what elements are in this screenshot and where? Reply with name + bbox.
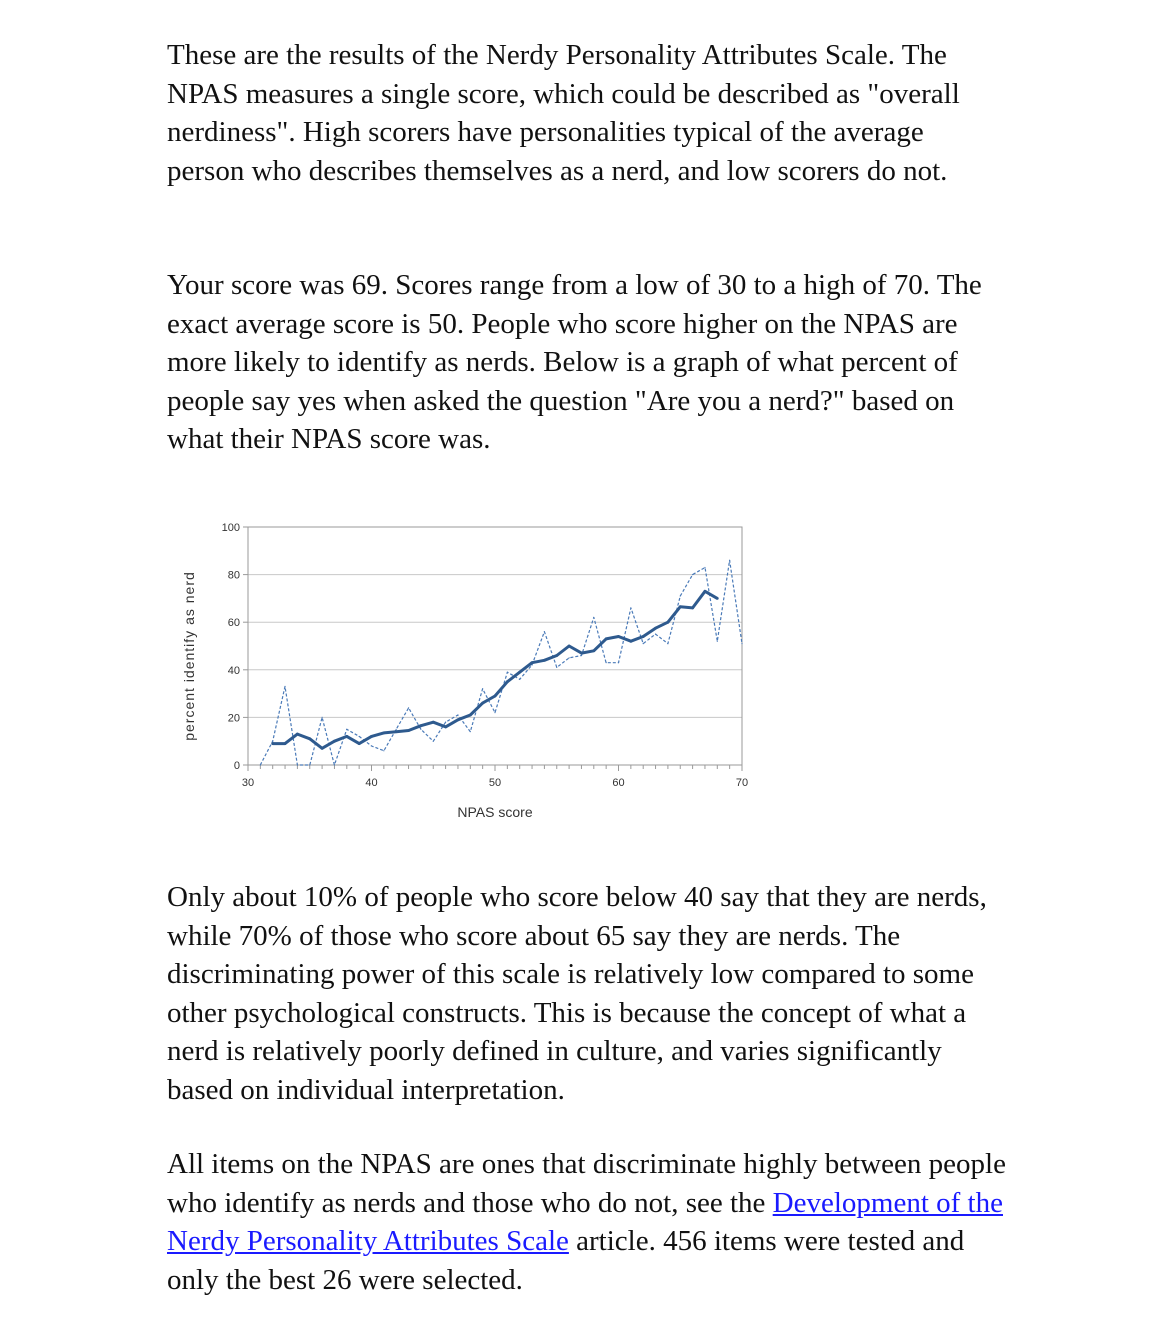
score-paragraph: Your score was 69. Scores range from a low of 30 to a high of 70. The exact average score is 50. People who score higher on the NPAS are more likely to identify as nerds. Below is a graph of what percent of people say yes when asked the question "Are you a nerd?" based on what their NPAS score was. bbox=[167, 269, 982, 455]
data-point-raw bbox=[618, 662, 619, 663]
data-point-smoothed bbox=[543, 659, 546, 662]
data-point-smoothed bbox=[667, 621, 670, 624]
data-point-smoothed bbox=[432, 721, 435, 724]
data-point-smoothed bbox=[444, 726, 447, 729]
data-point-raw bbox=[457, 714, 458, 715]
data-point-smoothed bbox=[494, 695, 497, 698]
data-point-smoothed bbox=[420, 724, 423, 727]
data-point-raw bbox=[322, 717, 323, 718]
data-point-raw bbox=[309, 764, 310, 765]
data-point-raw bbox=[680, 595, 681, 596]
y-tick-label: 40 bbox=[227, 664, 240, 677]
x-axis-label: NPAS score bbox=[457, 804, 533, 820]
data-point-smoothed bbox=[691, 607, 694, 610]
x-tick-label: 50 bbox=[488, 777, 502, 789]
data-point-smoothed bbox=[407, 729, 410, 732]
data-point-smoothed bbox=[716, 597, 719, 600]
data-point-raw bbox=[704, 567, 705, 568]
data-point-smoothed bbox=[555, 654, 558, 657]
data-point-raw bbox=[359, 736, 360, 737]
data-point-raw bbox=[569, 657, 570, 658]
data-point-smoothed bbox=[518, 671, 521, 674]
data-point-raw bbox=[507, 672, 508, 673]
data-point-raw bbox=[556, 667, 557, 668]
y-tick-label: 80 bbox=[227, 569, 240, 582]
data-point-raw bbox=[383, 750, 384, 751]
intro-paragraph: These are the results of the Nerdy Personality Attributes Scale. The NPAS measures a single score, which could be described as "overall nerdiness". High scorers have personalities typical of the average person who describes themselves as a nerd, and low scorers do not. bbox=[167, 39, 960, 187]
y-tick-label: 0 bbox=[233, 760, 240, 772]
chart-labels bbox=[181, 522, 748, 820]
data-point-raw bbox=[741, 643, 742, 644]
data-point-raw bbox=[396, 729, 397, 730]
data-point-raw bbox=[260, 764, 261, 765]
data-point-smoothed bbox=[358, 742, 361, 745]
data-point-smoothed bbox=[531, 661, 534, 664]
chart-svg bbox=[170, 510, 770, 830]
data-point-raw bbox=[729, 560, 730, 561]
data-point-raw bbox=[655, 634, 656, 635]
data-point-raw bbox=[408, 707, 409, 708]
data-point-smoothed bbox=[321, 747, 324, 750]
chart-series bbox=[260, 560, 743, 766]
data-point-raw bbox=[482, 688, 483, 689]
data-point-raw bbox=[445, 722, 446, 723]
x-tick-label: 40 bbox=[365, 777, 378, 789]
y-axis-label: percent identify as nerd bbox=[181, 571, 197, 741]
items-text-before-link: All items on the NPAS are ones that discriminate highly between people who identify as nerds and those who do not, see the bbox=[167, 1148, 1006, 1219]
data-point-raw bbox=[297, 764, 298, 765]
items-paragraph bbox=[167, 1145, 1007, 1299]
data-point-smoothed bbox=[345, 735, 348, 738]
data-point-raw bbox=[544, 631, 545, 632]
x-tick-label: 60 bbox=[612, 777, 625, 789]
data-point-smoothed bbox=[580, 652, 583, 655]
data-point-smoothed bbox=[308, 737, 311, 740]
data-point-smoothed bbox=[382, 731, 385, 734]
plot-frame bbox=[248, 527, 742, 765]
data-point-raw bbox=[630, 607, 631, 608]
data-point-smoothed bbox=[296, 733, 299, 736]
chart-grid bbox=[248, 527, 742, 765]
y-tick-label: 20 bbox=[227, 712, 240, 725]
development-article-link[interactable]: Development of the Nerdy Personality Attributes Scale bbox=[167, 1186, 1003, 1257]
data-point-raw bbox=[581, 655, 582, 656]
data-point-raw bbox=[470, 731, 471, 732]
data-point-smoothed bbox=[333, 740, 336, 743]
data-point-raw bbox=[692, 574, 693, 575]
data-point-smoothed bbox=[271, 742, 274, 745]
data-point-smoothed bbox=[679, 605, 682, 608]
series-line-raw bbox=[260, 560, 742, 765]
data-point-raw bbox=[717, 641, 718, 642]
data-point-raw bbox=[334, 764, 335, 765]
data-point-smoothed bbox=[506, 680, 509, 683]
data-point-raw bbox=[643, 643, 644, 644]
data-point-raw bbox=[606, 662, 607, 663]
x-tick-label: 70 bbox=[735, 777, 749, 789]
nerd-percent-chart bbox=[170, 510, 770, 830]
data-point-raw bbox=[593, 617, 594, 618]
data-point-raw bbox=[346, 729, 347, 730]
items-text-after-link: article. 456 items were tested and only the best 26 were selected. bbox=[167, 1225, 965, 1296]
data-point-smoothed bbox=[469, 714, 472, 717]
data-point-raw bbox=[494, 712, 495, 713]
data-point-smoothed bbox=[654, 627, 657, 630]
data-point-smoothed bbox=[642, 635, 645, 638]
y-tick-label: 60 bbox=[227, 617, 240, 630]
data-point-smoothed bbox=[704, 590, 707, 593]
data-point-smoothed bbox=[592, 649, 595, 652]
data-point-raw bbox=[272, 741, 273, 742]
discrimination-paragraph: Only about 10% of people who score below 40 say that they are nerds, while 70% of those who score about 65 say they are nerds. The discriminating power of this scale is relatively low compared to some other psychological constructs. This is because the concept of what a nerd is relatively poorly defined in culture, and varies significantly based on individual interpretation. bbox=[167, 881, 987, 1106]
data-point-smoothed bbox=[370, 735, 373, 738]
data-point-smoothed bbox=[617, 635, 620, 638]
data-point-raw bbox=[284, 686, 285, 687]
data-point-smoothed bbox=[284, 742, 287, 745]
x-tick-label: 30 bbox=[241, 777, 255, 789]
data-point-smoothed bbox=[457, 718, 460, 721]
data-point-raw bbox=[667, 643, 668, 644]
data-point-smoothed bbox=[605, 637, 608, 640]
data-point-raw bbox=[519, 679, 520, 680]
y-tick-label: 100 bbox=[221, 522, 240, 534]
data-point-smoothed bbox=[568, 645, 571, 648]
data-point-raw bbox=[371, 745, 372, 746]
data-point-smoothed bbox=[481, 702, 484, 705]
data-point-smoothed bbox=[629, 640, 632, 643]
data-point-raw bbox=[420, 729, 421, 730]
data-point-raw bbox=[433, 741, 434, 742]
data-point-smoothed bbox=[395, 730, 398, 733]
